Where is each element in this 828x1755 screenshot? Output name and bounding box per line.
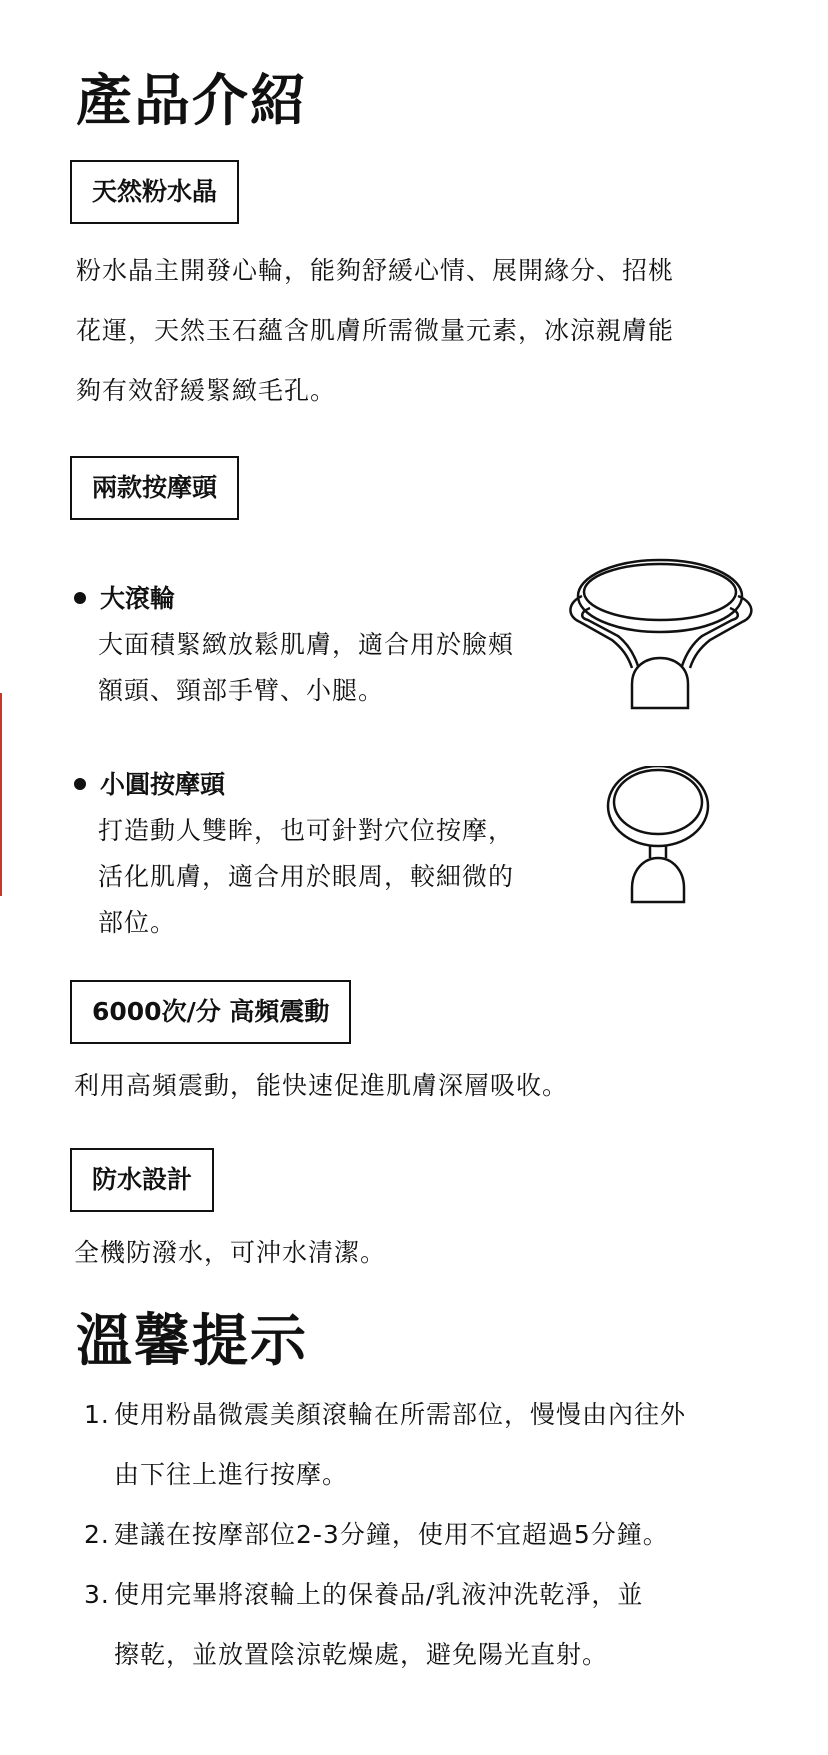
product-intro-title: 產品介紹 — [76, 69, 308, 134]
left-edge-accent — [0, 693, 2, 896]
crystal-line: 粉水晶主開發心輪，能夠舒緩心情、展開緣分、招桃 — [76, 256, 675, 285]
waterproof-description: 全機防潑水，可沖水清潔。 — [74, 1238, 387, 1267]
vibration-description: 利用高頻震動，能快速促進肌膚深層吸收。 — [74, 1071, 569, 1100]
waterproof-label-box: 防水設計 — [70, 1148, 214, 1212]
small-head-name: 小圓按摩頭 — [100, 770, 226, 799]
large-roller-name: 大滾輪 — [100, 584, 176, 613]
crystal-description — [76, 241, 674, 421]
tips-list — [84, 1385, 784, 1685]
small-head-description — [98, 808, 514, 946]
tip-line: 由下往上進行按摩。 — [114, 1460, 349, 1489]
tip-line: 使用完畢將滾輪上的保養品/乳液沖洗乾淨，並 — [114, 1580, 644, 1609]
large-roller-line: 額頭、頸部手臂、小腿。 — [98, 676, 385, 705]
tip-line: 使用粉晶微震美顏滾輪在所需部位，慢慢由內往外 — [114, 1400, 687, 1429]
small-head-heading — [74, 765, 225, 805]
small-head-line: 部位。 — [98, 908, 177, 937]
list-item — [84, 1565, 784, 1685]
list-number: 3. — [84, 1580, 110, 1609]
large-roller-heading — [74, 579, 175, 619]
small-round-head-icon — [604, 766, 714, 906]
bullet-dot — [74, 778, 86, 790]
large-roller-description — [98, 622, 514, 714]
crystal-label-box: 天然粉水晶 — [70, 160, 239, 224]
bullet-dot — [74, 592, 86, 604]
tip-line: 擦乾，並放置陰涼乾燥處，避免陽光直射。 — [114, 1640, 609, 1669]
heads-label-box: 兩款按摩頭 — [70, 456, 239, 520]
list-number: 1. — [84, 1400, 110, 1429]
small-head-line: 活化肌膚，適合用於眼周，較細微的 — [98, 862, 515, 891]
crystal-line: 花運，天然玉石蘊含肌膚所需微量元素，冰涼親膚能 — [76, 316, 675, 345]
small-head-line: 打造動人雙眸，也可針對穴位按摩， — [98, 816, 515, 845]
crystal-line: 夠有效舒緩緊緻毛孔。 — [76, 376, 337, 405]
tips-title: 溫馨提示 — [76, 1309, 308, 1374]
list-item — [84, 1385, 784, 1505]
list-item — [84, 1505, 784, 1565]
tip-line: 建議在按摩部位2-3分鐘，使用不宜超過5分鐘。 — [114, 1520, 669, 1549]
large-roller-head-icon — [562, 556, 762, 714]
list-number: 2. — [84, 1520, 110, 1549]
large-roller-line: 大面積緊緻放鬆肌膚，適合用於臉頰 — [98, 630, 515, 659]
vibration-label-box: 6000次/分 高頻震動 — [70, 980, 351, 1044]
